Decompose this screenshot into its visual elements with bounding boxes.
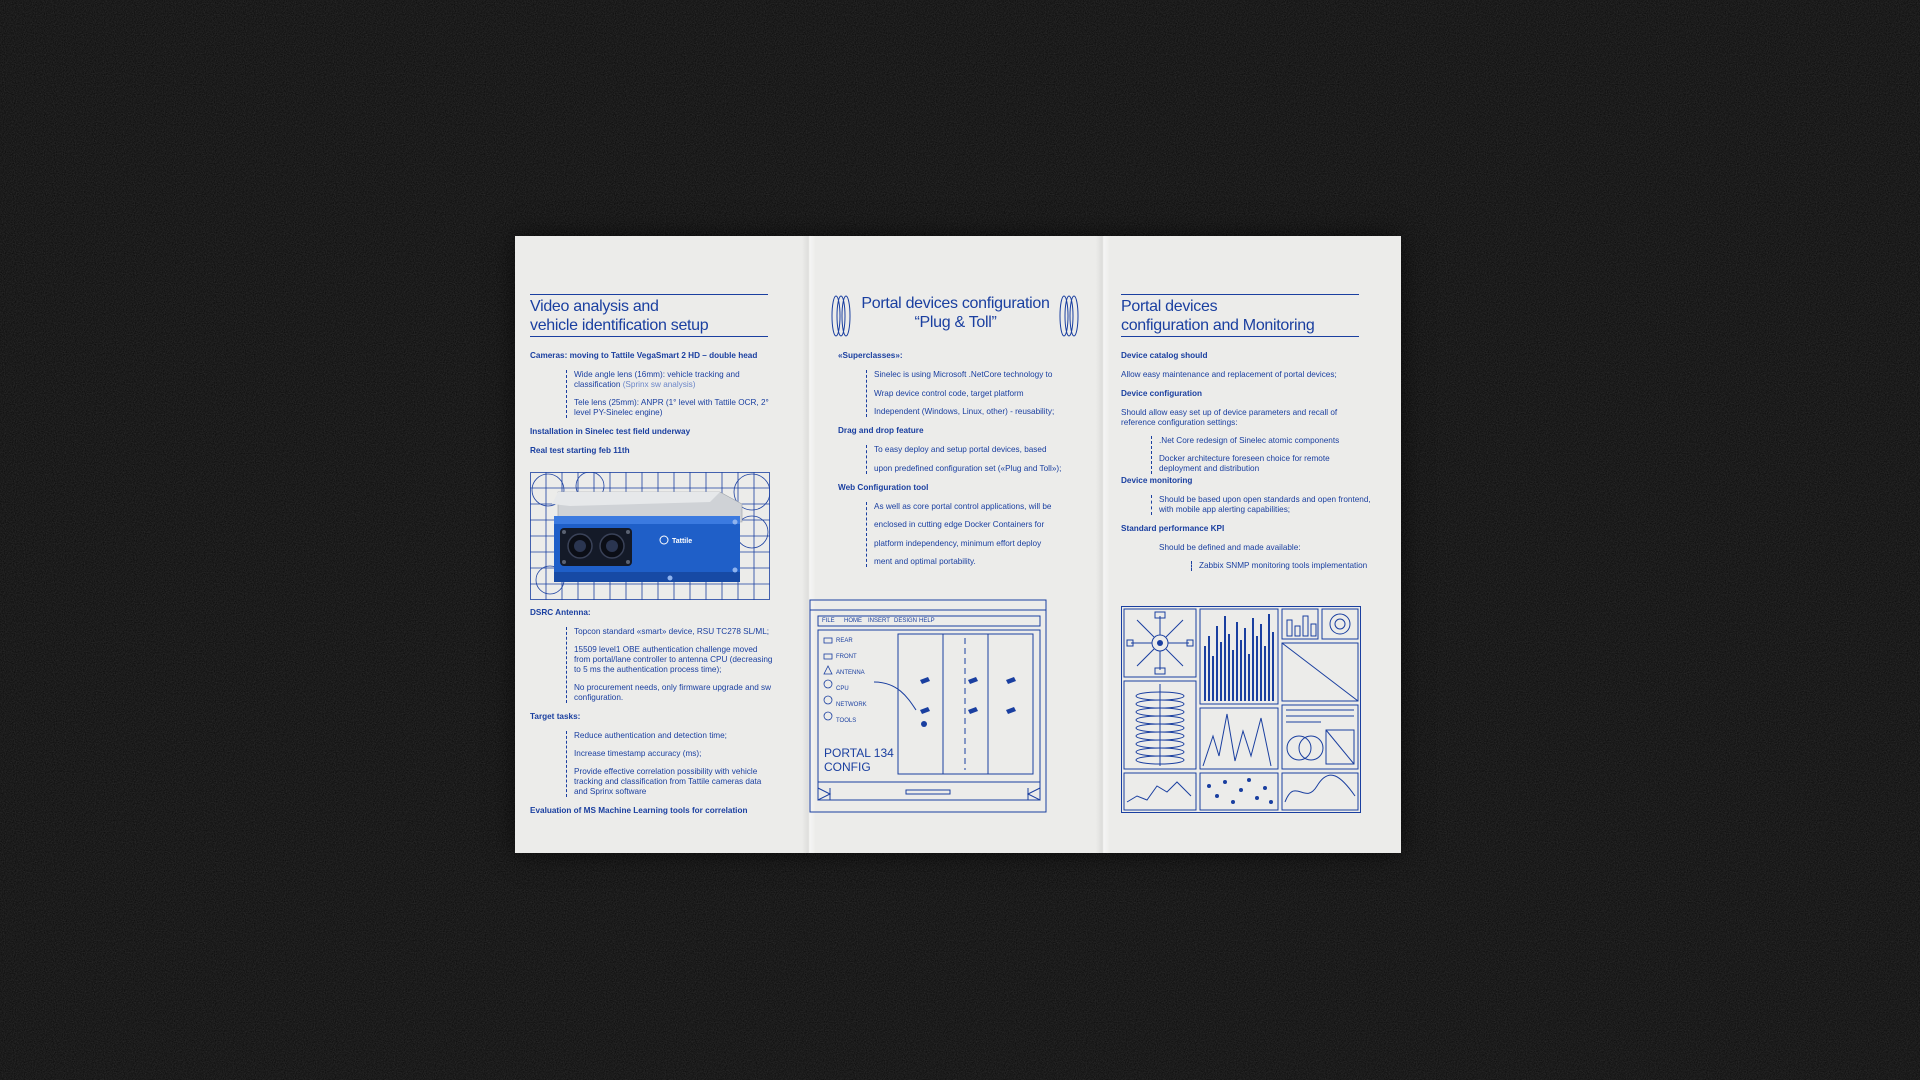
panel3-content	[1121, 351, 1371, 580]
panel1-title	[530, 294, 768, 337]
config-tool-mockup	[778, 598, 1018, 814]
catalog-text: Allow easy maintenance and replacement of portal devices;	[1121, 370, 1337, 379]
superclasses-heading: «Superclasses»:	[838, 351, 903, 360]
panel3-title-line1: Portal devices	[1121, 298, 1218, 315]
drag-item: To easy deploy and setup portal devices, based	[874, 445, 1047, 454]
menu-help[interactable]: HELP	[919, 618, 935, 624]
drag-list	[866, 445, 1073, 474]
wide-lens-text: Wide angle lens (16mm): vehicle tracking and classification	[574, 370, 740, 389]
device-config-heading: Device configuration	[1121, 389, 1202, 398]
web-config-item: platform independency, minimum effort deploy	[874, 538, 1042, 548]
menu-design[interactable]: DESIGN	[894, 618, 918, 624]
kpi-text: Should be defined and made available:	[1159, 543, 1301, 552]
dsrc-item: No procurement needs, only firmware upgrade and sw configuration.	[574, 683, 772, 702]
drag-item: upon predefined configuration set («Plug and Toll»);	[874, 463, 1062, 473]
web-config-list	[866, 502, 1073, 568]
panel1-top-content	[530, 351, 775, 465]
device-front[interactable]: FRONT	[836, 654, 857, 660]
camera-illustration	[530, 472, 770, 600]
wide-lens-note: (Sprinx sw analysis)	[622, 380, 696, 389]
target-list	[566, 731, 775, 797]
evaluation-heading: Evaluation of MS Machine Learning tools for correlation	[530, 806, 748, 815]
portal-config-line1: PORTAL 134	[824, 746, 894, 760]
superclasses-list	[866, 370, 1073, 417]
menu-insert[interactable]: INSERT	[868, 618, 890, 624]
tele-lens-item: Tele lens (25mm): ANPR (1° level with Tattile OCR, 2° level PY-Sinelec engine)	[574, 398, 769, 417]
wide-lens-item	[574, 370, 775, 390]
web-config-item: ment and optimal portability.	[874, 557, 976, 566]
catalog-heading: Device catalog should	[1121, 351, 1208, 360]
web-config-item: enclosed in cutting edge Docker Containers for	[874, 520, 1045, 529]
web-config-heading: Web Configuration tool	[838, 482, 929, 492]
target-item: Provide effective correlation possibility with vehicle tracking and classification from Tattile cameras data and Sprinx software	[574, 767, 762, 796]
panel-plug-and-toll	[808, 236, 1103, 853]
panel2-content	[838, 351, 1073, 576]
dsrc-item: Topcon standard «smart» device, RSU TC278 SL/ML;	[574, 627, 770, 636]
brochure	[515, 236, 1401, 853]
panel2-title-line2: “Plug & Toll”	[914, 314, 997, 331]
panel-monitoring	[1103, 236, 1401, 853]
device-network[interactable]: NETWORK	[836, 702, 867, 708]
drag-heading: Drag and drop feature	[838, 426, 924, 435]
monitoring-heading: Device monitoring	[1121, 476, 1193, 485]
portal-config-label	[824, 746, 894, 774]
kpi-list	[1191, 561, 1371, 571]
monitoring-list	[1151, 495, 1371, 515]
device-rear[interactable]: REAR	[836, 638, 853, 644]
target-item: Reduce authentication and detection time;	[574, 731, 727, 740]
device-config-list	[1151, 436, 1371, 474]
panel2-title	[808, 294, 1103, 332]
device-antenna[interactable]: ANTENNA	[836, 670, 865, 676]
superclasses-item: Wrap device control code, target platform	[874, 388, 1024, 398]
panel1-title-line2: vehicle identification setup	[530, 317, 709, 334]
cameras-heading: Cameras: moving to Tattile VegaSmart 2 HD – double head	[530, 351, 758, 360]
panel2-title-line1: Portal devices configuration	[861, 295, 1050, 312]
panel3-title	[1121, 294, 1359, 337]
device-config-item: .Net Core redesign of Sinelec atomic components	[1159, 436, 1340, 445]
dsrc-heading: DSRC Antenna:	[530, 608, 591, 617]
panel-video-analysis	[515, 236, 808, 853]
menu-home[interactable]: HOME	[844, 618, 862, 624]
superclasses-item: Independent (Windows, Linux, other) - reusability;	[874, 407, 1055, 416]
monitoring-item: Should be based upon open standards and open frontend, with mobile app alerting capabilities;	[1159, 495, 1371, 514]
panel1-bottom-content	[530, 608, 775, 825]
target-heading: Target tasks:	[530, 712, 581, 721]
device-config-item: Docker architecture foreseen choice for remote deployment and distribution	[1159, 454, 1330, 473]
monitoring-dashboard-illustration	[1121, 606, 1361, 813]
kpi-item: Zabbix SNMP monitoring tools implementation	[1199, 561, 1368, 570]
kpi-heading: Standard performance KPI	[1121, 524, 1225, 533]
dsrc-list	[566, 627, 775, 703]
real-test-heading: Real test starting feb 11th	[530, 446, 630, 455]
portal-config-line2: CONFIG	[824, 760, 871, 774]
camera-brand-label: Tattile	[672, 538, 693, 545]
device-config-text: Should allow easy set up of device parameters and recall of reference configuration settings:	[1121, 408, 1338, 427]
superclasses-item: Sinelec is using Microsoft .NetCore technology to	[874, 370, 1053, 379]
installation-heading: Installation in Sinelec test field underway	[530, 427, 691, 436]
device-cpu[interactable]: CPU	[836, 686, 849, 692]
menu-file[interactable]: FILE	[822, 618, 835, 624]
panel3-title-line2: configuration and Monitoring	[1121, 317, 1315, 334]
dsrc-item: 15509 level1 OBE authentication challenge moved from portal/lane controller to antenna CPU (decreasing to 5 ms the authentication process time);	[574, 645, 773, 674]
device-tools[interactable]: TOOLS	[836, 718, 857, 724]
cameras-list	[566, 370, 775, 418]
target-item: Increase timestamp accuracy (ms);	[574, 749, 702, 758]
web-config-item: As well as core portal control applications, will be	[874, 501, 1052, 511]
panel1-title-line1: Video analysis and	[530, 298, 659, 315]
